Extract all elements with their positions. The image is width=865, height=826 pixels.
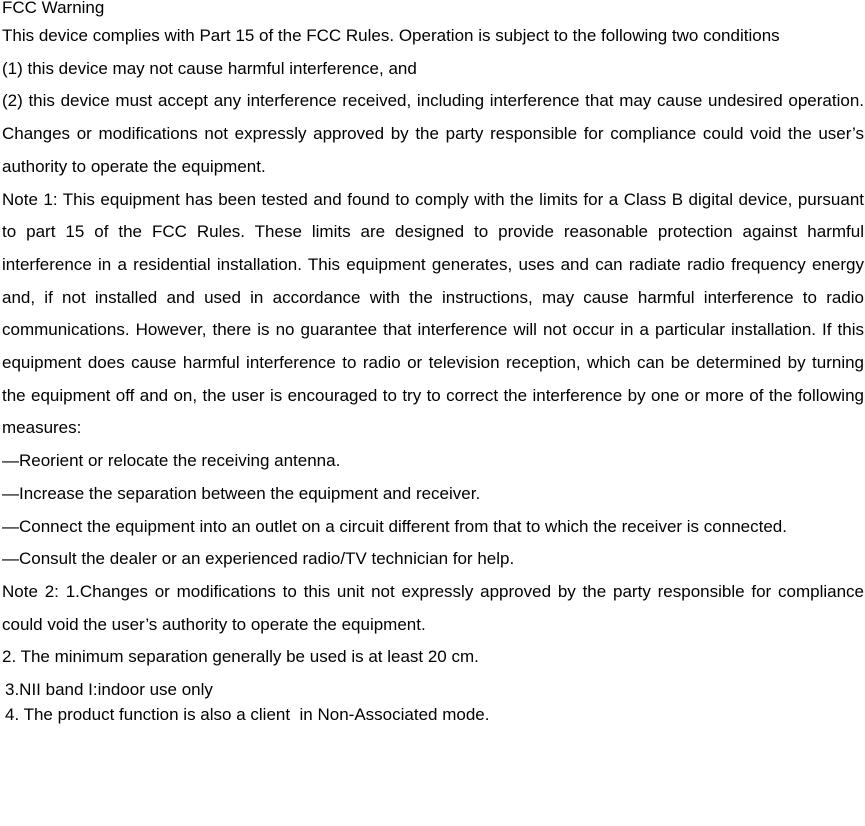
note-2-item-3: 3.NII band I:indoor use only [5,680,213,700]
measure-item: —Reorient or relocate the receiving antenna. [2,451,341,471]
document-title: FCC Warning [2,0,105,17]
measure-item: —Consult the dealer or an experienced radio/TV technician for help. [2,549,515,569]
note-2-item-2: 2. The minimum separation generally be used is at least 20 cm. [2,647,479,667]
intro-paragraph: This device complies with Part 15 of the FCC Rules. Operation is subject to the following two conditions [2,26,780,45]
measure-item: —Increase the separation between the equipment and receiver. [2,483,481,503]
note-1-paragraph: Note 1: This equipment has been tested and found to comply with the limits for a Class B digital device, pursuant to part 15 of the FCC Rules. These limits are designed to provide reasonable protection against harmful interference in a residential installation. This equipment generates, uses and can radiate radio frequency energy and, if not installed and used in accordance with the instructions, may cause harmful interference to radio communications. However, there is no guarantee that interference will not occur in a particular installation. If this equipment does cause harmful interference to radio or television reception, which can be determined by turning the equipment off and on, the user is encouraged to try to correct the interference by one or more of the following measures: [2,189,864,438]
condition-1: (1) this device may not cause harmful interference, and [2,58,417,78]
note-2-paragraph: Note 2: 1.Changes or modifications to this unit not expressly approved by the party responsible for compliance could void the user’s authority to operate the equipment. [2,581,864,634]
condition-2: (2) this device must accept any interference received, including interference that may cause undesired operation. Changes or modifications not expressly approved by the party responsible for compliance could void the user’s authority to operate the equipment. [2,91,864,176]
measure-item: —Connect the equipment into an outlet on a circuit different from that to which the receiver is connected. [2,516,787,536]
note-2-item-4: 4. The product function is also a client in Non-Associated mode. [5,705,490,725]
